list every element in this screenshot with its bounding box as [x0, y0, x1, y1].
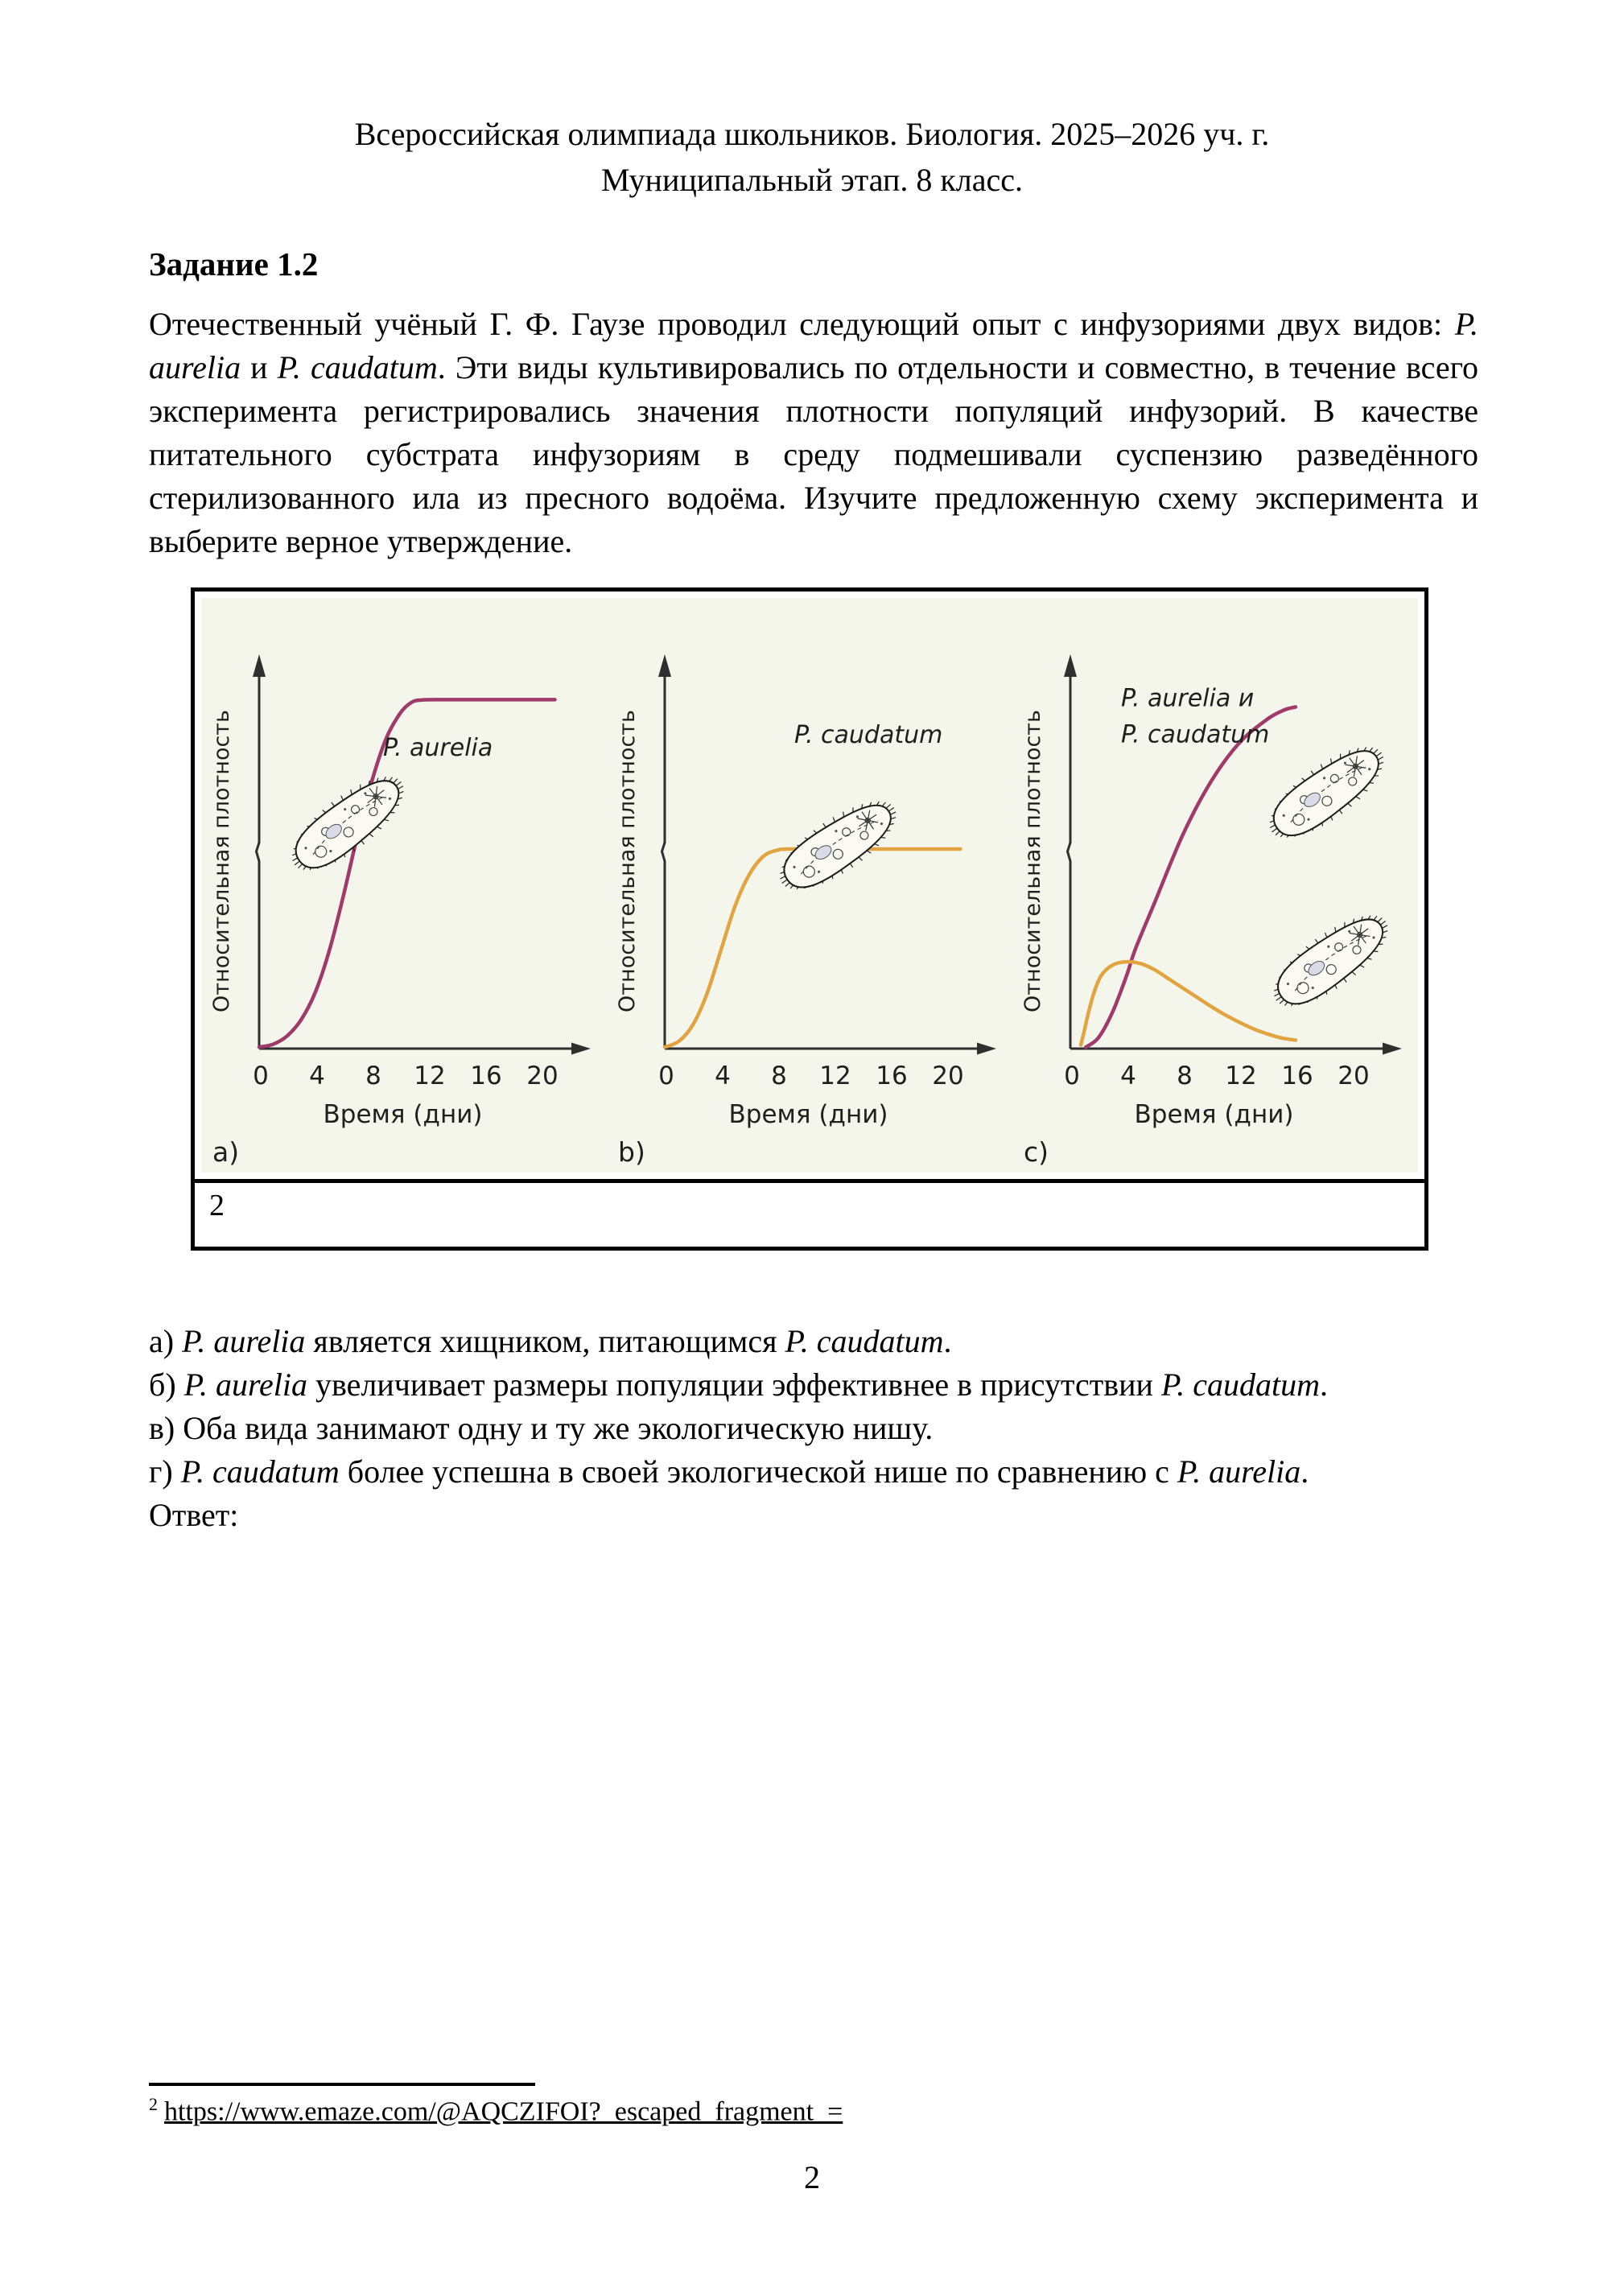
species-label: P. caudatum	[794, 721, 943, 750]
y-axis	[253, 654, 266, 1049]
x-tick-label: 16	[470, 1061, 502, 1090]
x-tick-label: 0	[253, 1061, 269, 1090]
option-b: б) P. aurelia увеличивает размеры популяции эффективнее в присутствии P. caudatum.	[149, 1366, 1328, 1403]
x-axis	[259, 1043, 591, 1055]
answer-label: Ответ:	[149, 1497, 239, 1533]
paramecium-icon	[767, 785, 909, 905]
footnote-link[interactable]: https://www.emaze.com/@AQCZIFOI?_escaped_fragment_=	[164, 2096, 843, 2127]
chart-panel-c	[1012, 608, 1418, 1171]
y-axis-title: Относительная плотность	[209, 710, 234, 1012]
page-header	[0, 111, 1624, 203]
y-axis	[658, 654, 671, 1049]
species-label: P. aurelia	[383, 734, 493, 762]
footnote-text	[149, 2094, 1478, 2127]
chart-panel-b	[607, 608, 1012, 1171]
task-title: Задание 1.2	[149, 245, 319, 283]
y-axis-title: Относительная плотность	[1020, 710, 1045, 1012]
paramecium-icon	[1260, 900, 1401, 1022]
paramecium-icon	[1256, 731, 1397, 853]
species-label: P. caudatum	[1121, 720, 1270, 749]
header-line-1: Всероссийская олимпиада школьников. Биология. 2025–2026 уч. г.	[354, 116, 1270, 152]
answer-options	[149, 1320, 1478, 1537]
x-tick-label: 12	[819, 1061, 851, 1090]
footnote	[149, 2083, 1478, 2127]
x-axis	[1070, 1043, 1402, 1055]
chart-panel-a	[201, 608, 607, 1171]
x-axis-title: Время (дни)	[1134, 1100, 1294, 1129]
page-number: 2	[804, 2159, 820, 2195]
option-g: г) P. caudatum более успешна в своей экологической нише по сравнению с P. aurelia.	[149, 1453, 1309, 1490]
experiment-figure	[191, 587, 1428, 1251]
panel-letter: a)	[212, 1136, 240, 1168]
footnote-marker: 2	[149, 2094, 158, 2114]
figure-footnote-strip	[195, 1179, 1424, 1247]
option-v: в) Оба вида занимают одну и ту же экологическую нишу.	[149, 1410, 934, 1446]
panel-letter: b)	[618, 1136, 645, 1168]
paramecium-icon	[278, 761, 418, 885]
x-tick-label: 4	[715, 1061, 731, 1090]
x-tick-label: 8	[365, 1061, 381, 1090]
y-axis	[1064, 654, 1077, 1049]
task-intro-paragraph: Отечественный учёный Г. Ф. Гаузе проводил следующий опыт с инфузориями двух видов: P. aurelia и P. caudatum. Эти виды культивировались по отдельности и совместно, в течение всего эксперимента регистрировались значения плотности популяций инфузорий. В качестве питательного субстрата инфузориям в среду подмешивали суспензию разведённого стерилизованного ила из пресного водоёма. Изучите предложенную схему эксперимента и выберите верное утверждение.	[149, 306, 1478, 559]
header-line-2: Муниципальный этап. 8 класс.	[600, 162, 1024, 198]
y-axis-title: Относительная плотность	[615, 710, 640, 1012]
figure-image-area	[195, 592, 1424, 1179]
panel-letter: c)	[1024, 1136, 1049, 1168]
x-tick-label: 4	[309, 1061, 325, 1090]
x-axis-title: Время (дни)	[323, 1100, 483, 1129]
figure-footnote-marker: 2	[209, 1189, 225, 1222]
figure-charts-row	[201, 598, 1418, 1173]
x-tick-label: 12	[414, 1061, 446, 1090]
species-label: P. aurelia и	[1121, 684, 1255, 713]
x-tick-label: 0	[658, 1061, 674, 1090]
x-tick-label: 12	[1225, 1061, 1257, 1090]
x-axis	[665, 1043, 996, 1055]
x-tick-label: 20	[932, 1061, 964, 1090]
x-axis-title: Время (дни)	[728, 1100, 888, 1129]
x-tick-label: 8	[771, 1061, 787, 1090]
x-tick-label: 16	[876, 1061, 908, 1090]
x-tick-label: 4	[1120, 1061, 1136, 1090]
x-tick-label: 20	[1338, 1061, 1370, 1090]
footnote-separator-rule	[149, 2083, 535, 2086]
growth-curve	[1081, 962, 1296, 1045]
x-tick-label: 16	[1281, 1061, 1313, 1090]
option-a: а) P. aurelia является хищником, питающимся P. caudatum.	[149, 1323, 952, 1359]
x-tick-label: 20	[526, 1061, 559, 1090]
x-tick-label: 0	[1064, 1061, 1080, 1090]
x-tick-label: 8	[1177, 1061, 1193, 1090]
growth-curve	[1086, 707, 1296, 1047]
